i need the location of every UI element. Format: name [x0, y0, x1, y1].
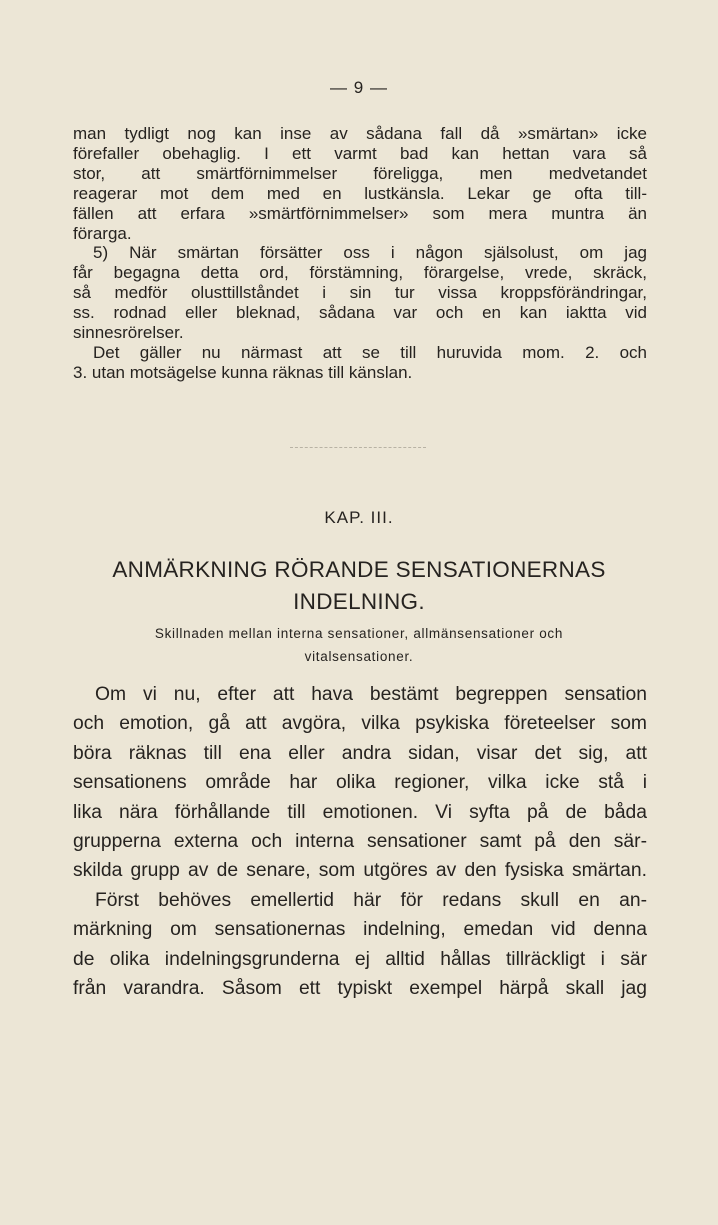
text-line: och emotion, gå att avgöra, vilka psykiska företeelser som — [73, 713, 647, 735]
chapter-subtitle — [50, 623, 668, 668]
chapter-title-line: ANMÄRKNING RÖRANDE SENSATIONERNAS — [112, 557, 606, 582]
text-line: Det gäller nu närmast att se till huruvida mom. 2. och — [93, 342, 647, 362]
text-line: grupperna externa och interna sensationer samt på den sär- — [73, 831, 647, 853]
chapter-subtitle-line: Skillnaden mellan interna sensationer, allmänsensationer och — [154, 626, 564, 641]
chapter-title-line: INDELNING. — [293, 589, 425, 614]
chapter-subtitle-line: vitalsensationer. — [304, 648, 414, 664]
text-line: stor, att smärtförnimmelser föreligga, men medvetandet — [73, 163, 647, 183]
section-divider — [290, 447, 426, 448]
text-line: så medför olusttillståndet i sin tur vissa kroppsförändringar, — [73, 283, 647, 303]
text-line: förefaller obehaglig. I ett varmt bad kan hettan vara så — [73, 143, 647, 163]
text-line: böra räknas till ena eller andra sidan, visar det sig, att — [73, 742, 647, 764]
text-line: fällen att erfara »smärtförnimmelser» som mera muntra än — [73, 203, 647, 223]
text-line: märkning om sensationernas indelning, emedan vid denna — [73, 919, 647, 941]
chapter-label: KAP. III. — [324, 508, 394, 527]
text-line: reagerar mot dem med en lustkänsla. Lekar ge ofta till- — [73, 183, 647, 203]
page-number: — 9 — — [330, 78, 388, 97]
text-line: Först behöves emellertid här för redans skull en an- — [95, 889, 647, 911]
text-line: 3. utan motsägelse kunna räknas till känslan. — [73, 362, 413, 382]
text-line: lika nära förhållande till emotionen. Vi syfta på de båda — [73, 801, 647, 823]
text-line: skilda grupp av de senare, som utgöres av den fysiska smärtan. — [73, 860, 647, 882]
text-line: man tydligt nog kan inse av sådana fall då »smärtan» icke — [73, 124, 647, 143]
text-line: sensationens område har olika regioner, vilka icke stå i — [73, 772, 647, 794]
text-line: från varandra. Såsom ett typiskt exempel härpå skall jag — [73, 978, 647, 1000]
text-line: förarga. — [73, 223, 132, 243]
text-line: ss. rodnad eller bleknad, sådana var och en kan iaktta vid — [73, 303, 647, 323]
text-line: 5) När smärtan försätter oss i någon själsolust, om jag — [93, 243, 647, 263]
text-line: de olika indelningsgrunderna ej alltid hållas tillräckligt i sär — [73, 948, 647, 970]
top-text-block — [73, 124, 647, 383]
text-line: Om vi nu, efter att hava bestämt begreppen sensation — [95, 684, 647, 705]
text-line: får begagna detta ord, förstämning, förargelse, vrede, skräck, — [73, 263, 647, 283]
text-line: sinnesrörelser. — [73, 323, 184, 343]
body-text-block — [73, 680, 647, 1003]
chapter-title — [0, 554, 718, 618]
